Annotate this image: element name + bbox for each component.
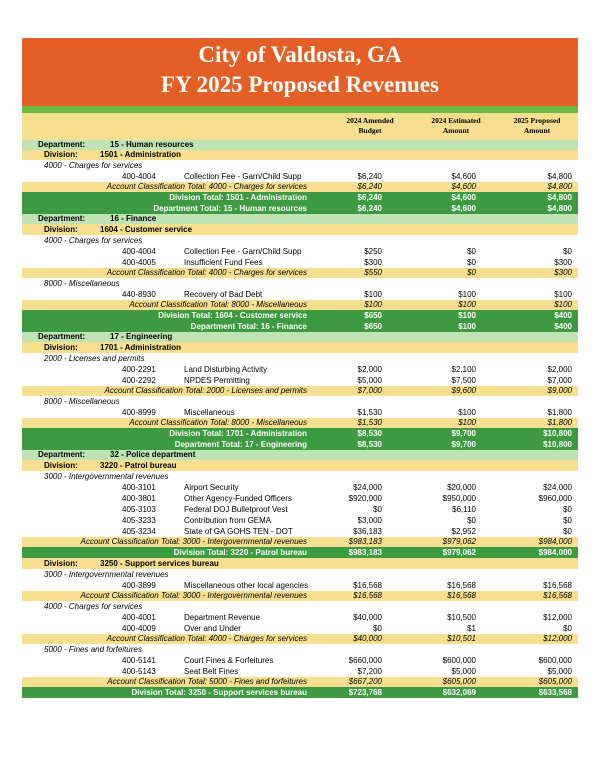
estimated-amount-value: $9,600 xyxy=(451,386,476,395)
account-code: 400-8999 xyxy=(122,408,156,417)
amended-budget-value: $16,568 xyxy=(353,581,382,590)
classification-total-label: Account Classification Total: 8000 - Miscellaneous xyxy=(129,418,307,427)
department-name: 17 - Engineering xyxy=(110,332,173,341)
division-total-label: Division Total: 1604 - Customer service xyxy=(158,311,307,320)
amended-budget-value: $6,240 xyxy=(357,204,382,213)
table-row-dept xyxy=(22,450,578,460)
proposed-amount-value: $4,800 xyxy=(547,193,572,202)
amended-budget-value: $1,530 xyxy=(357,408,382,417)
table-row-item xyxy=(22,289,578,300)
classification-label: 4000 - Charges for services xyxy=(44,236,143,245)
table-row-item xyxy=(22,580,578,591)
column-header-estimated: 2024 Estimated Amount xyxy=(431,116,481,135)
proposed-amount-value: $0 xyxy=(563,247,572,256)
division-label: Division: xyxy=(44,225,78,234)
estimated-amount-value: $4,600 xyxy=(451,204,476,213)
estimated-amount-value: $16,568 xyxy=(447,581,476,590)
classification-label: 4000 - Charges for services xyxy=(44,602,143,611)
divider-bar xyxy=(22,106,578,113)
account-code: 400-5143 xyxy=(122,667,156,676)
estimated-amount-value: $9,700 xyxy=(451,429,476,438)
estimated-amount-value: $950,000 xyxy=(442,494,476,503)
amended-budget-value: $983,183 xyxy=(348,548,382,557)
estimated-amount-value: $0 xyxy=(467,516,476,525)
classification-total-label: Account Classification Total: 4000 - Charges for services xyxy=(106,634,307,643)
account-code: 400-3801 xyxy=(122,494,156,503)
table-row-depttot xyxy=(22,203,578,214)
column-header-proposed: 2025 Proposed Amount xyxy=(513,116,561,135)
amended-budget-value: $8,530 xyxy=(357,440,382,449)
amended-budget-value: $250 xyxy=(364,247,382,256)
table-row-cls xyxy=(22,235,578,246)
table-row-item xyxy=(22,526,578,537)
table-row-divtot xyxy=(22,192,578,203)
amended-budget-value: $0 xyxy=(373,505,382,514)
account-description: Insufficient Fund Fees xyxy=(184,258,263,267)
proposed-amount-value: $300 xyxy=(554,258,572,267)
account-code: 400-3899 xyxy=(122,581,156,590)
division-total-label: Division Total: 1501 - Administration xyxy=(169,193,307,202)
estimated-amount-value: $16,568 xyxy=(447,591,476,600)
proposed-amount-value: $0 xyxy=(563,624,572,633)
classification-label: 3000 - Intergovernmental revenues xyxy=(44,472,169,481)
account-description: Court Fines & Forfeitures xyxy=(184,656,274,665)
account-code: 405-3233 xyxy=(122,516,156,525)
proposed-amount-value: $1,800 xyxy=(547,408,572,417)
division-total-label: Division Total: 1701 - Administration xyxy=(169,429,307,438)
report-subtitle: FY 2025 Proposed Revenues xyxy=(161,72,439,97)
table-row-cls xyxy=(22,160,578,171)
table-row-divtot xyxy=(22,310,578,321)
account-code: 400-2292 xyxy=(122,376,156,385)
account-code: 440-8930 xyxy=(122,290,156,299)
amended-budget-value: $0 xyxy=(373,624,382,633)
report-title: City of Valdosta, GA xyxy=(198,42,402,67)
proposed-amount-value: $9,000 xyxy=(547,386,572,395)
estimated-amount-value: $9,700 xyxy=(451,440,476,449)
amended-budget-value: $723,768 xyxy=(348,688,382,697)
estimated-amount-value: $2,952 xyxy=(451,527,476,536)
proposed-amount-value: $7,000 xyxy=(547,376,572,385)
account-description: Collection Fee - Garn/Child Supp xyxy=(184,172,302,181)
amended-budget-value: $650 xyxy=(364,322,382,331)
table-row-acct xyxy=(22,418,578,428)
amended-budget-value: $100 xyxy=(364,290,382,299)
report-banner xyxy=(22,38,578,106)
table-row-acct xyxy=(22,182,578,192)
estimated-amount-value: $1 xyxy=(467,624,476,633)
estimated-amount-value: $7,500 xyxy=(451,376,476,385)
table-row-acct xyxy=(22,537,578,547)
amended-budget-value: $7,000 xyxy=(357,386,382,395)
amended-budget-value: $7,200 xyxy=(357,667,382,676)
table-row-div xyxy=(22,460,578,471)
amended-budget-value: $40,000 xyxy=(353,634,382,643)
classification-total-label: Account Classification Total: 3000 - Intergovernmental revenues xyxy=(80,591,307,600)
estimated-amount-value: $5,000 xyxy=(451,667,476,676)
department-label: Department: xyxy=(38,214,86,223)
table-row-cls xyxy=(22,644,578,655)
column-header-amended: 2024 Amended Budget xyxy=(346,116,394,135)
estimated-amount-value: $4,600 xyxy=(451,172,476,181)
account-description: Miscellaneous xyxy=(184,408,235,417)
department-name: 15 - Human resources xyxy=(110,140,194,149)
amended-budget-value: $3,000 xyxy=(357,516,382,525)
amended-budget-value: $300 xyxy=(364,258,382,267)
estimated-amount-value: $100 xyxy=(458,290,476,299)
proposed-amount-value: $400 xyxy=(554,311,572,320)
classification-label: 8000 - Miscellaneous xyxy=(44,279,120,288)
department-label: Department: xyxy=(38,140,86,149)
table-row-item xyxy=(22,257,578,268)
classification-total-label: Account Classification Total: 2000 - Licenses and permits xyxy=(104,386,307,395)
amended-budget-value: $550 xyxy=(364,268,382,277)
department-total-label: Department Total: 16 - Finance xyxy=(190,322,307,331)
amended-budget-value: $6,240 xyxy=(357,182,382,191)
estimated-amount-value: $10,501 xyxy=(447,634,476,643)
amended-budget-value: $6,240 xyxy=(357,193,382,202)
proposed-amount-value: $605,000 xyxy=(538,677,572,686)
account-code: 400-2291 xyxy=(122,365,156,374)
table-row-acct xyxy=(22,591,578,601)
estimated-amount-value: $600,000 xyxy=(442,656,476,665)
estimated-amount-value: $100 xyxy=(458,322,476,331)
estimated-amount-value: $100 xyxy=(458,408,476,417)
account-code: 400-4005 xyxy=(122,258,156,267)
table-row-acct xyxy=(22,300,578,310)
amended-budget-value: $100 xyxy=(364,300,382,309)
estimated-amount-value: $100 xyxy=(458,418,476,427)
division-name: 3220 - Patrol bureau xyxy=(100,461,177,470)
amended-budget-value: $650 xyxy=(364,311,382,320)
table-row-item xyxy=(22,655,578,666)
table-row-div xyxy=(22,150,578,160)
table-row-dept xyxy=(22,214,578,224)
table-row-item xyxy=(22,407,578,418)
division-name: 1604 - Customer service xyxy=(100,225,193,234)
table-row-cls xyxy=(22,396,578,407)
division-label: Division: xyxy=(44,461,78,470)
amended-budget-value: $2,000 xyxy=(357,365,382,374)
account-description: Seat Belt Fines xyxy=(184,667,239,676)
table-row-item xyxy=(22,612,578,623)
estimated-amount-value: $979,062 xyxy=(442,537,476,546)
table-row-divtot xyxy=(22,547,578,558)
account-description: Contribution from GEMA xyxy=(184,516,272,525)
amended-budget-value: $5,000 xyxy=(357,376,382,385)
table-row-item xyxy=(22,504,578,515)
estimated-amount-value: $4,600 xyxy=(451,193,476,202)
table-row-item xyxy=(22,623,578,634)
estimated-amount-value: $979,062 xyxy=(442,548,476,557)
classification-label: 2000 - Licenses and permits xyxy=(44,354,145,363)
amended-budget-value: $920,000 xyxy=(348,494,382,503)
estimated-amount-value: $20,000 xyxy=(447,483,476,492)
table-row-cls xyxy=(22,601,578,612)
account-description: Collection Fee - Garn/Child Supp xyxy=(184,247,302,256)
division-name: 1501 - Administration xyxy=(100,150,182,159)
table-row-depttot xyxy=(22,321,578,332)
division-name: 3250 - Support services bureau xyxy=(100,559,219,568)
estimated-amount-value: $4,600 xyxy=(451,182,476,191)
classification-total-label: Account Classification Total: 3000 - Intergovernmental revenues xyxy=(80,537,307,546)
proposed-amount-value: $10,800 xyxy=(543,429,572,438)
account-description: Federal DOJ Bulletproof Vest xyxy=(184,505,288,514)
classification-total-label: Account Classification Total: 4000 - Charges for services xyxy=(106,268,307,277)
table-row-cls xyxy=(22,278,578,289)
estimated-amount-value: $100 xyxy=(458,300,476,309)
proposed-amount-value: $12,000 xyxy=(543,634,572,643)
table-row-acct xyxy=(22,268,578,278)
table-row-item xyxy=(22,666,578,677)
division-total-label: Division Total: 3250 - Support services bureau xyxy=(131,688,307,697)
table-row-dept xyxy=(22,140,578,150)
amended-budget-value: $8,530 xyxy=(357,429,382,438)
table-row-cls xyxy=(22,569,578,580)
classification-label: 3000 - Intergovernmental revenues xyxy=(44,570,169,579)
account-code: 400-4009 xyxy=(122,624,156,633)
amended-budget-value: $1,530 xyxy=(357,418,382,427)
division-name: 1701 - Administration xyxy=(100,343,182,352)
proposed-amount-value: $10,800 xyxy=(543,440,572,449)
amended-budget-value: $24,000 xyxy=(353,483,382,492)
table-row-cls xyxy=(22,353,578,364)
division-label: Division: xyxy=(44,343,78,352)
estimated-amount-value: $0 xyxy=(467,258,476,267)
proposed-amount-value: $984,000 xyxy=(538,548,572,557)
account-code: 400-5141 xyxy=(122,656,156,665)
proposed-amount-value: $0 xyxy=(563,516,572,525)
account-code: 400-3101 xyxy=(122,483,156,492)
table-row-acct xyxy=(22,386,578,396)
table-row-item xyxy=(22,246,578,257)
account-description: Recovery of Bad Debt xyxy=(184,290,263,299)
account-code: 405-3234 xyxy=(122,527,156,536)
classification-label: 5000 - Fines and forfeitures xyxy=(44,645,142,654)
classification-total-label: Account Classification Total: 5000 - Fines and forfeitures xyxy=(107,677,307,686)
estimated-amount-value: $6,110 xyxy=(452,505,476,514)
proposed-amount-value: $16,568 xyxy=(543,591,572,600)
estimated-amount-value: $100 xyxy=(458,311,476,320)
proposed-amount-value: $24,000 xyxy=(543,483,572,492)
account-code: 405-3103 xyxy=(122,505,156,514)
department-total-label: Department Total: 17 - Engineering xyxy=(174,440,307,449)
department-name: 32 - Police department xyxy=(110,450,196,459)
proposed-amount-value: $633,568 xyxy=(538,688,572,697)
division-total-label: Division Total: 3220 - Patrol bureau xyxy=(173,548,307,557)
account-code: 400-4004 xyxy=(122,172,156,181)
estimated-amount-value: $605,000 xyxy=(442,677,476,686)
table-row-divtot xyxy=(22,428,578,439)
amended-budget-value: $6,240 xyxy=(357,172,382,181)
amended-budget-value: $40,000 xyxy=(353,613,382,622)
table-row-item xyxy=(22,515,578,526)
proposed-amount-value: $1,800 xyxy=(547,418,572,427)
proposed-amount-value: $100 xyxy=(554,290,572,299)
table-row-item xyxy=(22,493,578,504)
table-row-acct xyxy=(22,634,578,644)
proposed-amount-value: $600,000 xyxy=(538,656,572,665)
estimated-amount-value: $632,069 xyxy=(442,688,476,697)
account-description: Department Revenue xyxy=(184,613,261,622)
table-row-item xyxy=(22,482,578,493)
account-description: Other Agency-Funded Officers xyxy=(184,494,292,503)
table-row-acct xyxy=(22,677,578,687)
account-description: Airport Security xyxy=(184,483,239,492)
table-row-depttot xyxy=(22,439,578,450)
proposed-amount-value: $4,800 xyxy=(547,182,572,191)
proposed-amount-value: $4,800 xyxy=(547,172,572,181)
proposed-amount-value: $4,800 xyxy=(547,204,572,213)
estimated-amount-value: $2,100 xyxy=(451,365,476,374)
proposed-amount-value: $984,000 xyxy=(538,537,572,546)
proposed-amount-value: $2,000 xyxy=(547,365,572,374)
proposed-amount-value: $16,568 xyxy=(543,581,572,590)
account-description: Over and Under xyxy=(184,624,241,633)
classification-total-label: Account Classification Total: 8000 - Miscellaneous xyxy=(129,300,307,309)
column-header xyxy=(22,113,578,140)
account-description: State of GA GOHS TEN - DOT xyxy=(184,527,293,536)
amended-budget-value: $983,183 xyxy=(348,537,382,546)
proposed-amount-value: $300 xyxy=(554,268,572,277)
account-description: Land Disturbing Activity xyxy=(184,365,268,374)
classification-total-label: Account Classification Total: 4000 - Charges for services xyxy=(106,182,307,191)
estimated-amount-value: $0 xyxy=(467,268,476,277)
table-row-item xyxy=(22,364,578,375)
proposed-amount-value: $5,000 xyxy=(547,667,572,676)
department-label: Department: xyxy=(38,332,86,341)
account-description: NPDES Permitting xyxy=(184,376,250,385)
division-label: Division: xyxy=(44,150,78,159)
classification-label: 4000 - Charges for services xyxy=(44,161,143,170)
account-code: 400-4004 xyxy=(122,247,156,256)
proposed-amount-value: $12,000 xyxy=(543,613,572,622)
estimated-amount-value: $0 xyxy=(467,247,476,256)
amended-budget-value: $16,568 xyxy=(353,591,382,600)
proposed-amount-value: $100 xyxy=(554,300,572,309)
proposed-amount-value: $0 xyxy=(563,505,572,514)
division-label: Division: xyxy=(44,559,78,568)
table-row-divtot xyxy=(22,687,578,698)
department-total-label: Department Total: 15 - Human resources xyxy=(153,204,307,213)
amended-budget-value: $667,200 xyxy=(348,677,382,686)
proposed-amount-value: $0 xyxy=(563,527,572,536)
estimated-amount-value: $10,500 xyxy=(447,613,476,622)
amended-budget-value: $36,183 xyxy=(353,527,382,536)
department-name: 16 - Finance xyxy=(110,214,157,223)
department-label: Department: xyxy=(38,450,86,459)
account-description: Miscellaneous other local agencies xyxy=(184,581,309,590)
amended-budget-value: $660,000 xyxy=(348,656,382,665)
table-row-div xyxy=(22,224,578,235)
table-row-div xyxy=(22,558,578,569)
revenue-table xyxy=(22,140,578,698)
table-row-cls xyxy=(22,471,578,482)
table-row-dept xyxy=(22,332,578,342)
table-row-item xyxy=(22,375,578,386)
proposed-amount-value: $400 xyxy=(554,322,572,331)
classification-label: 8000 - Miscellaneous xyxy=(44,397,120,406)
account-code: 400-4001 xyxy=(122,613,156,622)
proposed-amount-value: $960,000 xyxy=(538,494,572,503)
table-row-div xyxy=(22,342,578,353)
table-row-item xyxy=(22,171,578,182)
